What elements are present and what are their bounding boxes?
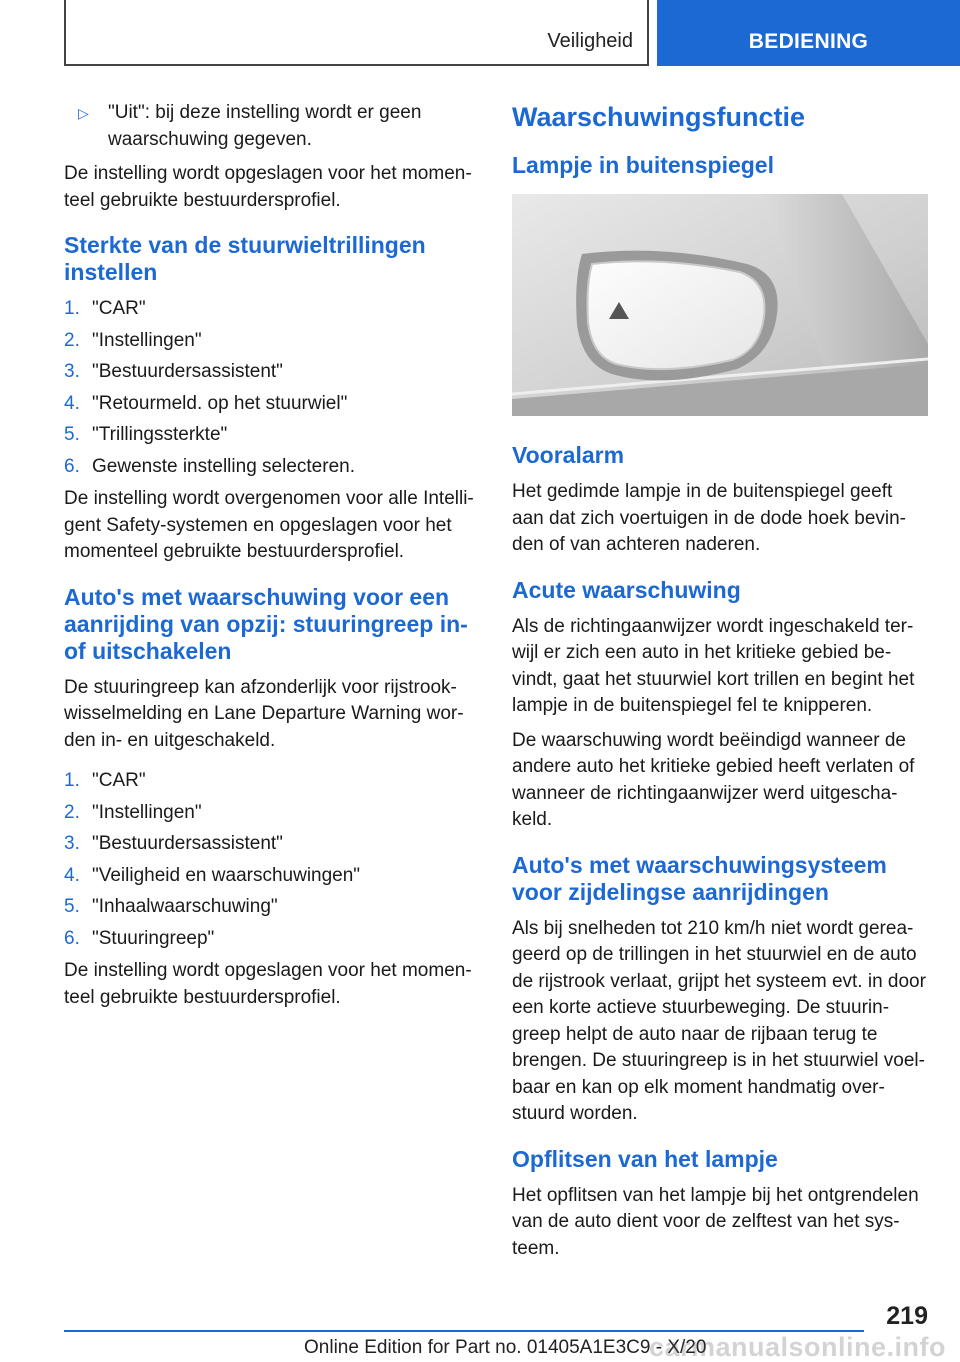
paragraph: Het opflitsen van het lampje bij het ontgrendelen van de auto dient voor de zelftest van het sys-teem. — [512, 1184, 919, 1259]
subtitle-mirror-lamp: Lampje in buitenspiegel — [512, 152, 774, 178]
paragraph: De instelling wordt overgenomen voor alle Intelli-gent Safety-systemen en opgeslagen voor het momenteel gebruikte bestuurdersprofiel. — [64, 488, 474, 562]
heading-acute-warning: Acute waarschuwing — [512, 576, 741, 603]
section-tab — [64, 0, 649, 66]
list-item: 3. "Bestuurdersassistent" — [64, 361, 283, 382]
heading-pre-warning: Vooralarm — [512, 442, 625, 468]
list-item: 3. "Bestuurdersassistent" — [64, 833, 283, 854]
title-warning-function: Waarschuwingsfunctie — [512, 102, 806, 132]
bullet-text: "Uit": bij deze instelling wordt er geen waarschuwing gegeven. — [108, 102, 422, 150]
triangle-bullet-icon: ▷ — [78, 105, 89, 121]
list-item: 5. "Inhaalwaarschuwing" — [64, 896, 278, 917]
right-column — [512, 100, 928, 1270]
left-column — [64, 100, 480, 1019]
chapter-tab — [657, 0, 960, 66]
list-item: 4. "Veiligheid en waarschuwingen" — [64, 864, 361, 886]
list-item: 1. "CAR" — [64, 298, 146, 319]
list-item: 2. "Instellingen" — [64, 329, 202, 351]
list-item: 6. "Stuuringreep" — [64, 927, 215, 949]
section-title: Veiligheid — [547, 30, 633, 52]
list-item: 5. "Trillingssterkte" — [64, 424, 228, 445]
bullet-item — [78, 100, 480, 153]
paragraph: Als bij snelheden tot 210 km/h niet wordt gerea-geerd op de trillingen in het stuurwiel en de auto de rijstrook verlaat, grijpt het systeem evt. in door een korte actieve stuurbeweging. De stuurin-greep helpt de auto naar de rijbaan terug te brengen. De stuuringreep is in het stuurwiel voel-baar en kan op elk moment handmatig over-stuurd worden. — [512, 917, 926, 1124]
paragraph: De stuuringreep kan afzonderlijk voor rijstrook-wisselmelding en Lane Departure Warning wor-den in- en uitgeschakeld. — [64, 676, 464, 751]
page-number: 219 — [886, 1302, 928, 1330]
heading-lamp-flash: Opflitsen van het lampje — [512, 1145, 778, 1172]
list-item: 2. "Instellingen" — [64, 801, 202, 823]
mirror-lamp-illustration — [512, 194, 928, 416]
paragraph: Als de richtingaanwijzer wordt ingeschakeld ter-wijl er zich een auto in het kritieke gebied be-vindt, gaat het stuurwiel kort trillen en begint het lampje in de buitenspiegel fel te knipperen. — [512, 615, 915, 716]
paragraph: De waarschuwing wordt beëindigd wanneer de andere auto het kritieke gebied heeft verlaten of wanneer de richtingaanwijzer werd uitgescha-keld. — [512, 729, 915, 830]
heading-steering-intervention: Auto's met waarschuwing voor een aanrijding van opzij: stuuringreep in- of uitschakelen — [64, 583, 468, 664]
list-item: 4. "Retourmeld. op het stuurwiel" — [64, 392, 348, 414]
heading-vibration-strength: Sterkte van de stuurwieltrillingen instellen — [64, 232, 426, 285]
chapter-title: BEDIENING — [748, 30, 869, 53]
page-header — [0, 0, 960, 68]
steps-list-1 — [64, 296, 480, 480]
paragraph: De instelling wordt opgeslagen voor het momen-teel gebruikte bestuurdersprofiel. — [64, 163, 472, 211]
list-item: 6. Gewenste instelling selecteren. — [64, 455, 355, 477]
edition-text: Online Edition for Part no. 01405A1E3C9 - X/20 — [304, 1337, 707, 1358]
paragraph: De instelling wordt opgeslagen voor het momen-teel gebruikte bestuurdersprofiel. — [64, 960, 472, 1008]
steps-list-2 — [64, 768, 480, 952]
heading-side-collision-system: Auto's met waarschuwingsysteem voor zijdelingse aanrijdingen — [512, 851, 887, 905]
paragraph: Het gedimde lampje in de buitenspiegel geeft aan dat zich voertuigen in de dode hoek bevin-den of van achteren naderen. — [512, 481, 906, 555]
watermark: carmanualsonline.info — [648, 1332, 946, 1362]
list-item: 1. "CAR" — [64, 770, 146, 791]
